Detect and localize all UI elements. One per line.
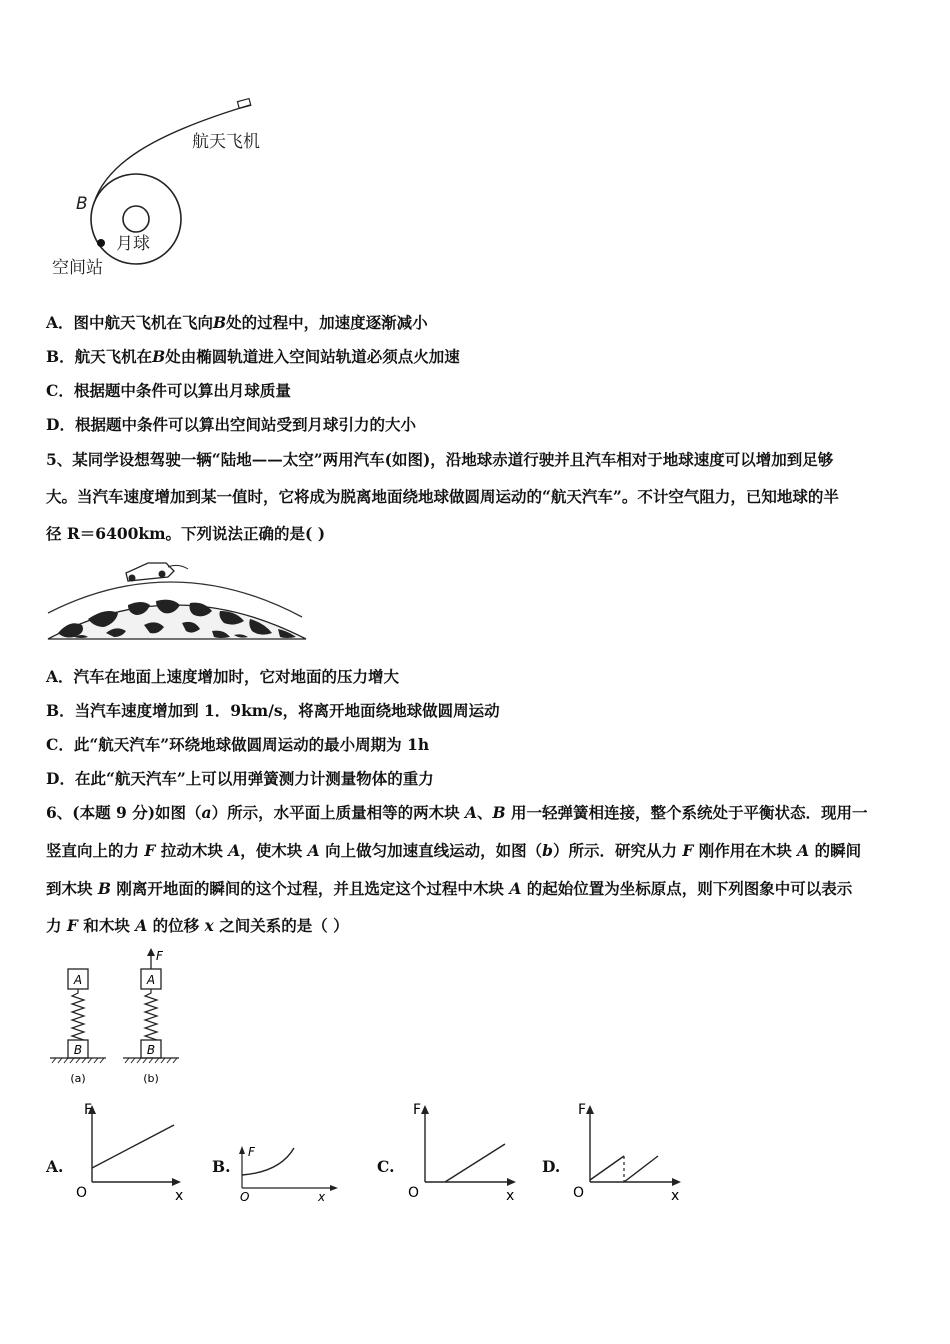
option-key: C． — [46, 381, 74, 400]
q4-option-b — [46, 345, 460, 367]
stem-var: B — [492, 803, 506, 822]
stem-var: A — [509, 879, 522, 898]
axis-x: x — [175, 1188, 184, 1204]
q5-option-a: A．汽车在地面上速度增加时，它对地面的压力增大 — [46, 667, 400, 686]
q4-option-a — [46, 311, 428, 333]
q6-stem-line1 — [46, 801, 868, 823]
option-text: 航天飞机在 — [74, 347, 153, 366]
stem-text: 竖直向上的力 — [46, 841, 145, 860]
stem-text: 的位移 — [147, 916, 205, 935]
spring-blocks-figure — [44, 944, 194, 1089]
axis-f: F — [84, 1102, 93, 1118]
axis-o: O — [240, 1190, 250, 1204]
block-b-label: B — [73, 1043, 83, 1057]
option-text: 图中航天飞机在飞向 — [73, 313, 214, 332]
q4-option-c — [46, 379, 291, 401]
car-icon — [126, 563, 188, 582]
option-text: 处由椭圆轨道进入空间站轨道必须点火加速 — [165, 347, 460, 366]
q5-option-c: C．此“航天汽车”环绕地球做圆周运动的最小周期为 1h — [46, 735, 430, 754]
option-key: B． — [46, 347, 75, 366]
point-b-label: B — [76, 194, 88, 214]
moon-label: 月球 — [116, 234, 150, 254]
caption-b: (b) — [143, 1072, 159, 1085]
option-text: 根据题中条件可以算出空间站受到月球引力的大小 — [74, 415, 416, 434]
block-a-label: A — [73, 973, 83, 987]
stem-var: A — [228, 841, 241, 860]
stem-var: B — [97, 879, 112, 898]
moon-circle — [123, 206, 149, 232]
spring-right — [145, 989, 157, 1047]
shuttle-icon — [237, 99, 250, 109]
graph-option-c — [405, 1100, 520, 1204]
option-key: A． — [46, 313, 74, 332]
graph-option-d — [570, 1100, 685, 1204]
stem-text: 的起始位置为坐标原点，则下列图象中可以表示 — [521, 879, 853, 898]
option-var: B — [152, 347, 166, 366]
stem-text: 的瞬间 — [809, 841, 862, 860]
caption-a: (a) — [70, 1072, 86, 1085]
stem-var: A — [797, 841, 810, 860]
stem-var: F — [144, 841, 156, 860]
stem-text: 到木块 — [46, 879, 98, 898]
stem-text: 刚作用在木块 — [693, 841, 798, 860]
axis-o: O — [76, 1185, 88, 1201]
graph-option-c-label: C. — [377, 1157, 395, 1176]
stem-text: 、 — [477, 803, 493, 822]
axis-o: O — [408, 1185, 420, 1201]
station-dot — [97, 239, 105, 247]
q5-stem-line2: 大。当汽车速度增加到某一值时，它将成为脱离地面绕地球做圆周运动的“航天汽车”。不计空气阻力，已知地球的半 — [46, 487, 839, 506]
axis-f: F — [413, 1102, 422, 1118]
graph-option-b-label: B. — [212, 1157, 231, 1176]
graph-line — [92, 1125, 174, 1168]
axis-x: x — [671, 1188, 680, 1204]
q5-option-d: D．在此“航天汽车”上可以用弹簧测力计测量物体的重力 — [46, 769, 434, 788]
stem-var: x — [204, 916, 214, 935]
graph-line — [624, 1156, 658, 1182]
axis-o: O — [573, 1185, 585, 1201]
q6-stem-line2 — [46, 839, 861, 861]
q5-option-b: B．当汽车速度增加到 1．9km/s，将离开地面绕地球做圆周运动 — [46, 701, 500, 720]
option-text: 根据题中条件可以算出月球质量 — [73, 381, 291, 400]
graph-line — [590, 1156, 624, 1180]
q4-option-d — [46, 413, 416, 435]
stem-var: A — [135, 916, 148, 935]
stem-text: 6、(本题 9 分)如图（ — [46, 803, 202, 822]
stem-var: F — [66, 916, 78, 935]
stem-text: ，使木块 — [240, 841, 308, 860]
stem-text: 拉动木块 — [155, 841, 229, 860]
stem-text: ）所示．研究从力 — [552, 841, 683, 860]
stem-text: ）所示，水平面上质量相等的两木块 — [211, 803, 465, 822]
spring-left — [72, 989, 84, 1047]
stem-var: A — [464, 803, 478, 822]
graph-option-a — [74, 1100, 184, 1204]
stem-text: 和木块 — [77, 916, 136, 935]
graph-option-b — [232, 1140, 342, 1204]
axis-f: F — [248, 1145, 255, 1159]
axis-x: x — [318, 1190, 326, 1204]
axis-x: x — [506, 1188, 515, 1204]
stem-text: 力 — [46, 916, 67, 935]
option-key: D． — [46, 415, 75, 434]
q6-stem-line3 — [46, 877, 852, 899]
earth-car-figure — [44, 553, 308, 643]
orbit-figure — [40, 95, 300, 280]
force-label: F — [156, 949, 163, 963]
station-label: 空间站 — [52, 258, 103, 278]
q5-stem-line3: 径 R＝6400km。下列说法正确的是( ) — [46, 524, 326, 543]
stem-text: 用一轻弹簧相连接，整个系统处于平衡状态．现用一 — [505, 803, 868, 822]
q5-stem-line1: 5、某同学设想驾驶一辆“陆地——太空”两用汽车(如图)，沿地球赤道行驶并且汽车相对于地球速度可以增加到足够 — [46, 450, 834, 469]
option-var: B — [213, 313, 227, 332]
graph-option-d-label: D. — [542, 1157, 561, 1176]
axis-f: F — [578, 1102, 587, 1118]
q6-stem-line4 — [46, 914, 349, 936]
block-b-label: B — [146, 1043, 156, 1057]
graph-option-a-label: A. — [46, 1157, 64, 1176]
stem-text: 之间关系的是（ ） — [213, 916, 349, 935]
block-a-label: A — [146, 973, 156, 987]
shuttle-label: 航天飞机 — [192, 132, 260, 152]
stem-var: F — [682, 841, 694, 860]
stem-var: b — [542, 841, 553, 860]
stem-var: a — [201, 803, 212, 822]
shuttle-trajectory — [94, 105, 250, 203]
stem-text: 向上做匀加速直线运动，如图（ — [319, 841, 543, 860]
option-text: 处的过程中，加速度逐渐减小 — [226, 313, 428, 332]
stem-text: 刚离开地面的瞬间的这个过程，并且选定这个过程中木块 — [111, 879, 510, 898]
stem-var: A — [307, 841, 320, 860]
graph-line — [445, 1144, 505, 1182]
